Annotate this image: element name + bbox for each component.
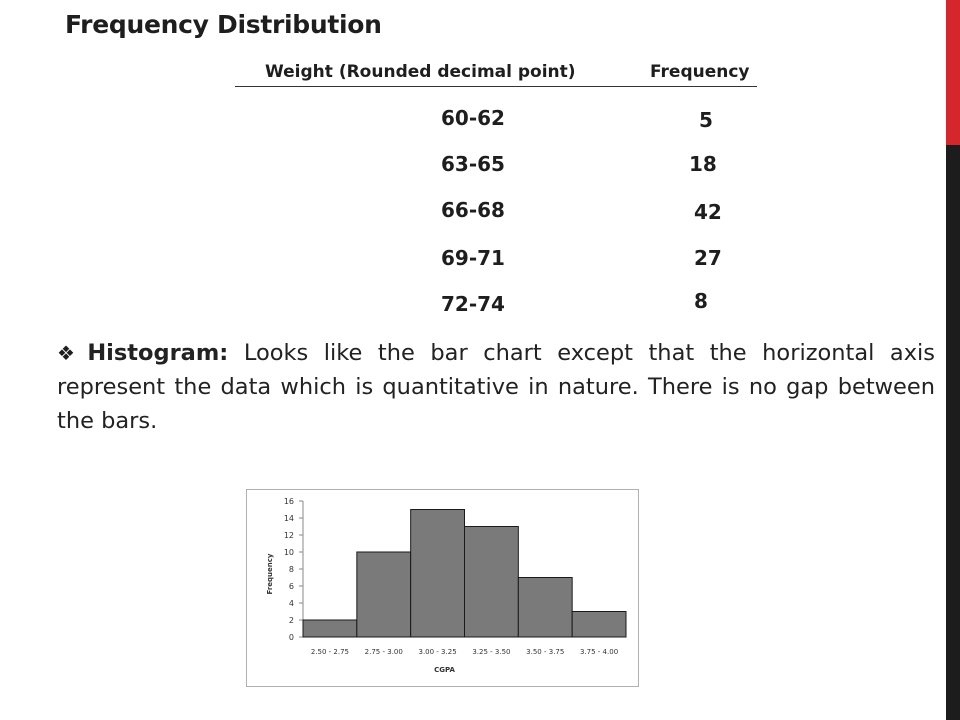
y-tick-label: 4	[288, 599, 294, 608]
y-tick-label: 12	[283, 531, 294, 540]
table-cell-frequency: 18	[689, 152, 717, 176]
column-header-weight: Weight (Rounded decimal point)	[265, 62, 576, 82]
table-cell-frequency: 27	[694, 246, 722, 270]
histogram-bar	[465, 527, 519, 638]
y-tick-label: 0	[288, 633, 294, 642]
x-tick-label: 2.50 - 2.75	[310, 648, 349, 656]
x-tick-label: 3.75 - 4.00	[580, 648, 619, 656]
page-title: Frequency Distribution	[65, 10, 382, 39]
x-tick-label: 2.75 - 3.00	[364, 648, 403, 656]
diamond-bullet-icon: ❖	[57, 341, 84, 365]
table-cell-frequency: 42	[694, 200, 722, 224]
table-cell-range: 66-68	[441, 198, 505, 222]
y-tick-label: 8	[288, 565, 294, 574]
histogram-chart	[246, 489, 639, 687]
table-cell-range: 69-71	[441, 246, 505, 270]
x-axis-title: CGPA	[434, 666, 455, 674]
x-tick-label: 3.25 - 3.50	[472, 648, 511, 656]
histogram-description	[57, 336, 935, 438]
y-axis-title: Frequency	[266, 553, 274, 595]
y-tick-label: 6	[288, 582, 294, 591]
histogram-text: Looks like the bar chart except that the horizontal axis represent the data which is quantitative in nature. There is no gap between the bars.	[57, 340, 936, 434]
accent-bar-dark	[946, 145, 960, 720]
y-tick-label: 10	[283, 548, 294, 557]
table-cell-range: 63-65	[441, 152, 505, 176]
accent-bar-red	[946, 0, 960, 145]
x-tick-label: 3.50 - 3.75	[526, 648, 565, 656]
histogram-bar	[518, 578, 572, 638]
histogram-bar	[303, 620, 357, 637]
y-tick-label: 14	[283, 514, 294, 523]
histogram-bar	[357, 552, 411, 637]
histogram-bar	[411, 510, 465, 638]
histogram-keyword: Histogram:	[87, 340, 229, 366]
table-cell-frequency: 8	[694, 289, 708, 313]
table-cell-range: 72-74	[441, 292, 505, 316]
table-header	[235, 58, 757, 87]
y-tick-label: 2	[288, 616, 294, 625]
histogram-svg	[247, 490, 638, 686]
y-tick-label: 16	[283, 497, 294, 506]
table-cell-range: 60-62	[441, 106, 505, 130]
column-header-frequency: Frequency	[650, 62, 750, 82]
table-cell-frequency: 5	[699, 108, 713, 132]
histogram-bar	[572, 612, 626, 638]
x-tick-label: 3.00 - 3.25	[418, 648, 457, 656]
